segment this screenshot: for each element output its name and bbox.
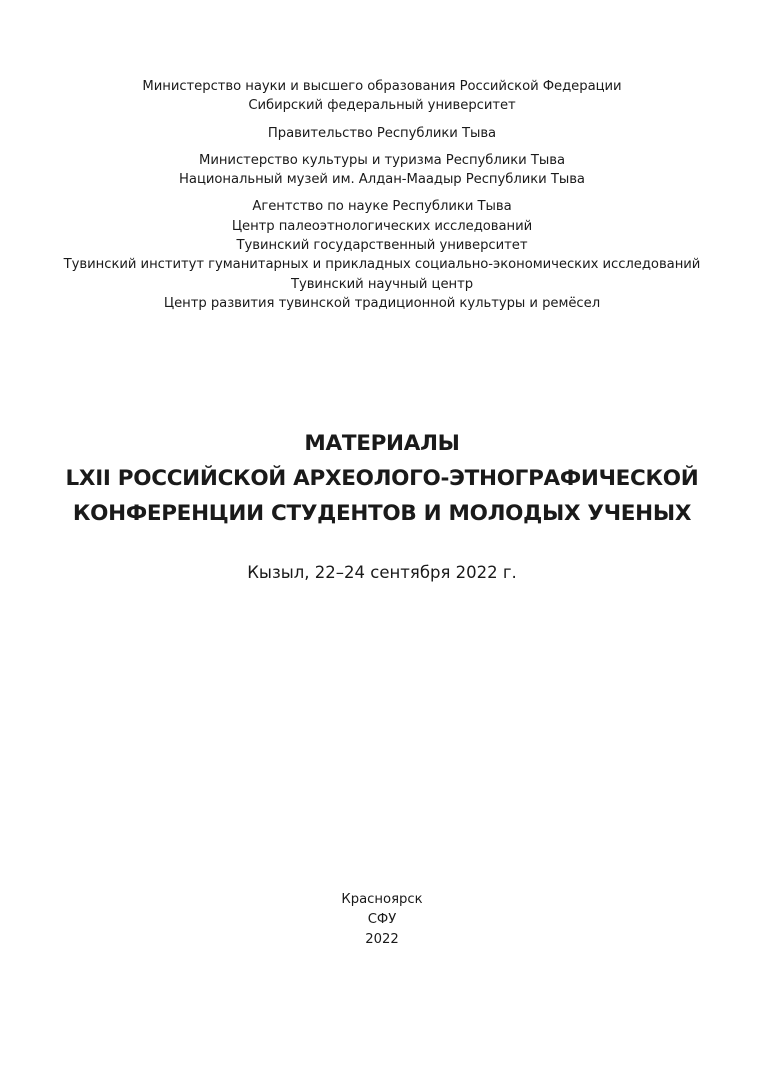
organizations-list	[0, 77, 764, 321]
conference-place-date: Кызыл, 22–24 сентября 2022 г.	[247, 563, 517, 582]
document-title	[0, 426, 764, 531]
org-line: Центр палеоэтнологических исследований	[231, 218, 533, 234]
imprint-publisher: СФУ	[367, 912, 397, 927]
imprint-city: Красноярск	[341, 892, 423, 907]
org-line: Министерство культуры и туризма Республики Тыва	[199, 152, 565, 168]
org-line: Национальный музей им. Алдан-Маадыр Республики Тыва	[179, 172, 585, 188]
org-group-research	[0, 197, 764, 313]
title-line: МАТЕРИАЛЫ	[304, 431, 460, 456]
imprint	[0, 890, 764, 950]
org-line: Тувинский институт гуманитарных и прикладных социально-экономических исследований	[63, 257, 701, 273]
org-group-ministry-culture	[0, 151, 764, 190]
org-line: Сибирский федеральный университет	[248, 98, 516, 114]
org-group-government	[0, 124, 764, 143]
title-line: КОНФЕРЕНЦИИ СТУДЕНТОВ И МОЛОДЫХ УЧЕНЫХ	[72, 501, 692, 526]
org-line: Агентство по науке Республики Тыва	[252, 199, 512, 215]
org-line: Министерство науки и высшего образования Российской Федерации	[142, 79, 622, 94]
org-line: Правительство Республики Тыва	[267, 125, 497, 141]
title-line: LXII РОССИЙСКОЙ АРХЕОЛОГО-ЭТНОГРАФИЧЕСКОЙ	[65, 466, 699, 491]
org-line: Тувинский научный центр	[290, 276, 474, 292]
org-group-ministry-science	[0, 77, 764, 116]
org-line: Центр развития тувинской традиционной культуры и ремёсел	[163, 295, 601, 311]
imprint-year: 2022	[365, 932, 399, 947]
org-line: Тувинский государственный университет	[236, 238, 528, 254]
